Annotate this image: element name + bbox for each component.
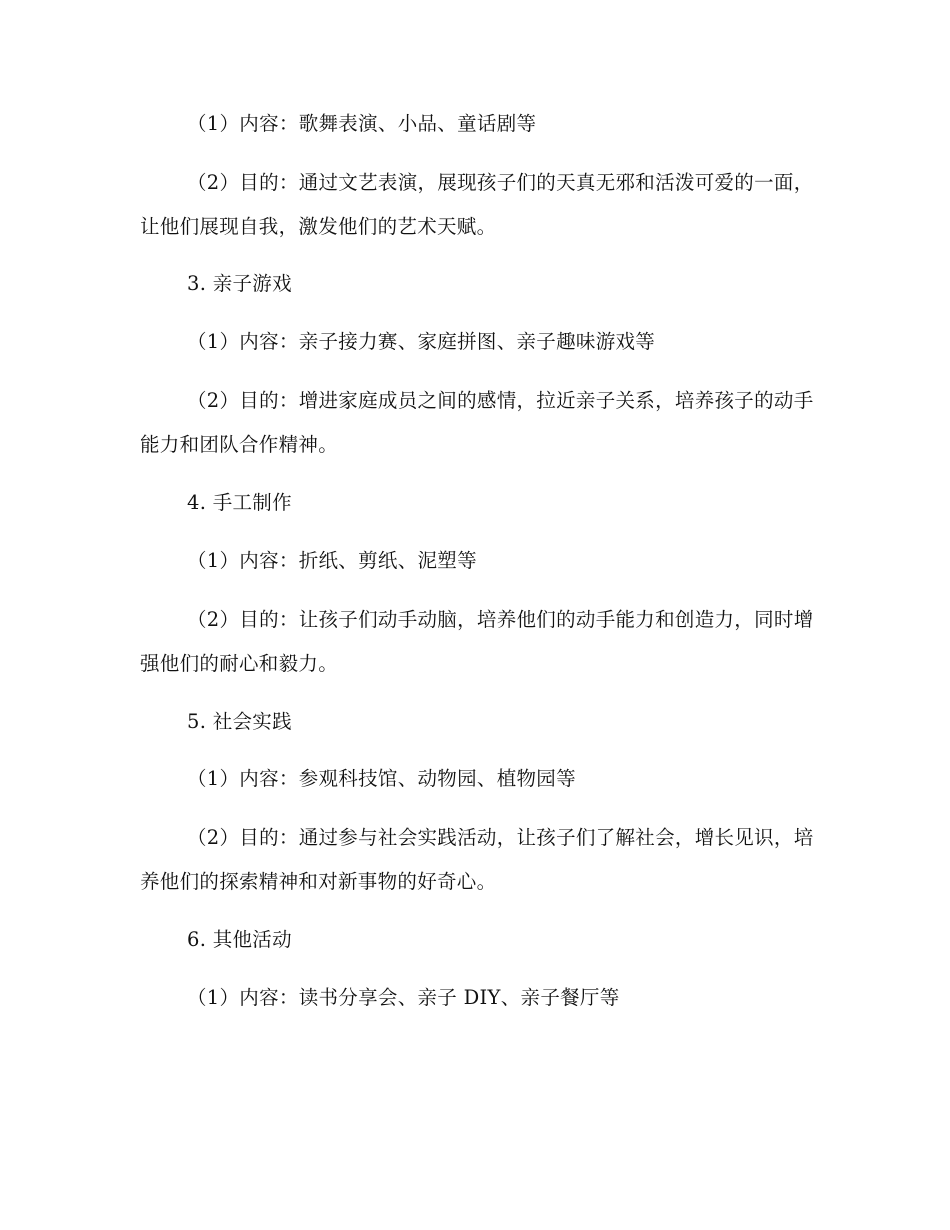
- paragraph-performance-purpose: （2）目的：通过文艺表演，展现孩子们的天真无邪和活泼可爱的一面，让他们展现自我，激发他们的艺术天赋。: [140, 171, 814, 238]
- heading-other-activities: 6. 其他活动: [187, 928, 292, 951]
- paragraph-handicraft-purpose: （2）目的：让孩子们动手动脑，培养他们的动手能力和创造力，同时增强他们的耐心和毅力。: [140, 608, 814, 675]
- heading-handicraft: 4. 手工制作: [187, 491, 292, 514]
- heading-parent-child-games: 3. 亲子游戏: [187, 272, 292, 295]
- paragraph-other-content: （1）内容：读书分享会、亲子 DIY、亲子餐厅等: [187, 986, 620, 1009]
- heading-social-practice: 5. 社会实践: [187, 710, 292, 733]
- paragraph-performance-content: （1）内容：歌舞表演、小品、童话剧等: [187, 112, 537, 135]
- paragraph-games-purpose: （2）目的：增进家庭成员之间的感情，拉近亲子关系，培养孩子的动手能力和团队合作精神。: [140, 389, 814, 456]
- paragraph-social-content: （1）内容：参观科技馆、动物园、植物园等: [187, 767, 576, 790]
- paragraph-games-content: （1）内容：亲子接力赛、家庭拼图、亲子趣味游戏等: [187, 330, 656, 353]
- paragraph-handicraft-content: （1）内容：折纸、剪纸、泥塑等: [187, 549, 477, 572]
- paragraph-social-purpose: （2）目的：通过参与社会实践活动，让孩子们了解社会，增长见识，培养他们的探索精神和对新事物的好奇心。: [140, 826, 814, 893]
